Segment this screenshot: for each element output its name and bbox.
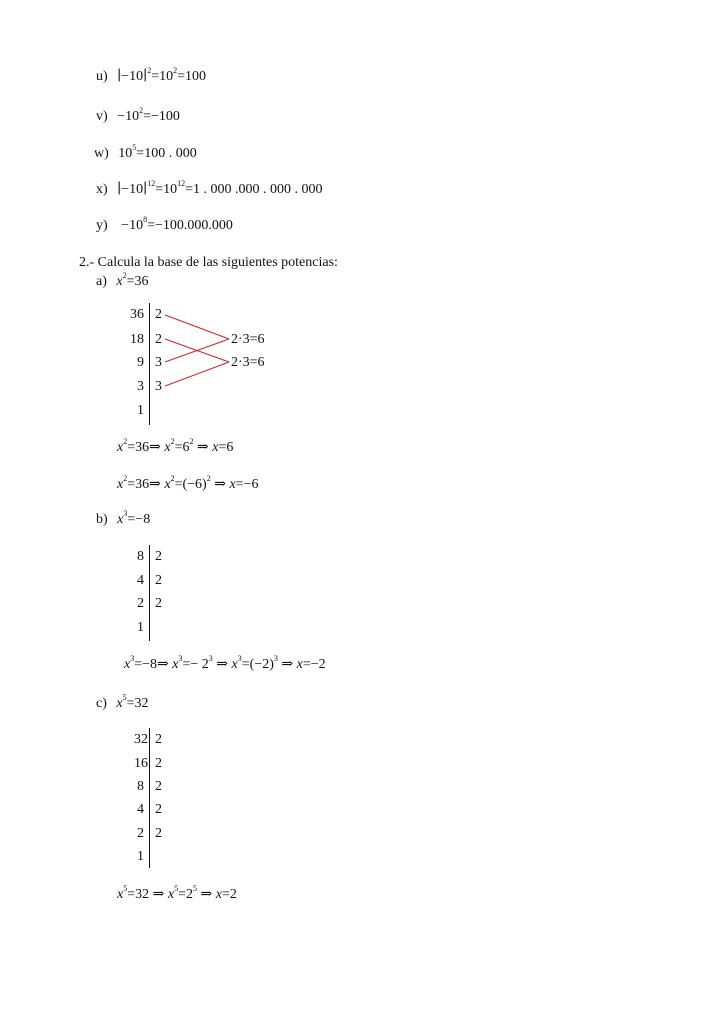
part-c-solution: $x^5=32$ ⇒ $x^5=2^5$ ⇒ x=2 bbox=[117, 884, 237, 902]
part-b-statement: b) $x^3=-8$ bbox=[96, 509, 151, 527]
item-u: u) $∣-10∣^2=10^2=100$ bbox=[96, 66, 207, 84]
factor-divisor: 2 bbox=[155, 756, 162, 771]
factor-number: 3 bbox=[137, 379, 144, 394]
factor-divisor: 2 bbox=[155, 779, 162, 794]
product-line: 2·3=6 bbox=[231, 355, 265, 370]
factor-number: 32 bbox=[134, 732, 148, 747]
abs-bar: ∣ bbox=[117, 69, 122, 84]
product-line: 2·3=6 bbox=[231, 332, 265, 347]
item-label: x) bbox=[96, 182, 108, 197]
item-label: c) bbox=[96, 696, 107, 711]
part-c-statement: c) $x^5=32$ bbox=[96, 693, 149, 711]
factor-divider-line bbox=[149, 728, 150, 868]
factor-divisor: 3 bbox=[155, 379, 162, 394]
factor-number: 16 bbox=[134, 756, 148, 771]
factor-divisor: 2 bbox=[155, 596, 162, 611]
item-label: y) bbox=[96, 218, 108, 233]
factor-number: 8 bbox=[137, 779, 144, 794]
item-y: $y) -10^8=-100.000.000$ bbox=[96, 215, 233, 233]
item-label: v) bbox=[96, 109, 108, 124]
cross-line bbox=[165, 339, 229, 362]
item-label: b) bbox=[96, 512, 108, 527]
factor-divider-line bbox=[149, 545, 150, 641]
factor-number: 2 bbox=[137, 826, 144, 841]
factor-divisor: 2 bbox=[155, 732, 162, 747]
factor-number: 4 bbox=[137, 573, 144, 588]
part-a-solution-2: $x^2=36\Rightarrow$ $x^2=(-6)^2$ ⇒ x=−6 bbox=[117, 474, 259, 492]
factor-divisor: 3 bbox=[155, 355, 162, 370]
factor-number: 2 bbox=[137, 596, 144, 611]
factor-divisor: 2 bbox=[155, 802, 162, 817]
factor-number: 9 bbox=[137, 355, 144, 370]
factor-divisor: 2 bbox=[155, 826, 162, 841]
factor-divisor: 2 bbox=[155, 307, 162, 322]
exercise-2-heading: 2.- Calcula la base de las siguientes potencias: bbox=[79, 255, 338, 270]
factor-divider-line bbox=[149, 303, 150, 425]
part-a-solution-1: $x^2=36\Rightarrow$ $x^2=6^2$ ⇒ x=6 bbox=[117, 437, 234, 455]
factor-divisor: 2 bbox=[155, 573, 162, 588]
factor-divisor: 2 bbox=[155, 332, 162, 347]
item-v: $v) -10^2=-100$ bbox=[96, 106, 180, 124]
factor-number: 8 bbox=[137, 549, 144, 564]
cross-line bbox=[165, 339, 229, 362]
factor-divisor: 2 bbox=[155, 549, 162, 564]
part-b-solution: $x^3=-8\Rightarrow$ $x^3=- 2^3$ ⇒ $x^3=(-2)^3$ ⇒ x=−2 bbox=[124, 654, 326, 672]
factor-number: 1 bbox=[137, 403, 144, 418]
factor-number: 36 bbox=[130, 307, 144, 322]
factor-number: 1 bbox=[137, 849, 144, 864]
item-label: a) bbox=[96, 274, 107, 289]
item-label: w) bbox=[94, 146, 109, 161]
item-label: u) bbox=[96, 69, 108, 84]
factor-number: 4 bbox=[137, 802, 144, 817]
item-w: w) $10^5=100$ . 000 bbox=[94, 143, 197, 161]
factor-number: 18 bbox=[130, 332, 144, 347]
part-a-statement: a) $x^2=36$ bbox=[96, 271, 149, 289]
factor-number: 1 bbox=[137, 620, 144, 635]
item-x: x) $∣-10∣^{12}=10^{12}=1$ . 000 .000 . 000 . 000 bbox=[96, 179, 323, 197]
cross-line bbox=[165, 362, 229, 386]
cross-line bbox=[165, 315, 229, 339]
